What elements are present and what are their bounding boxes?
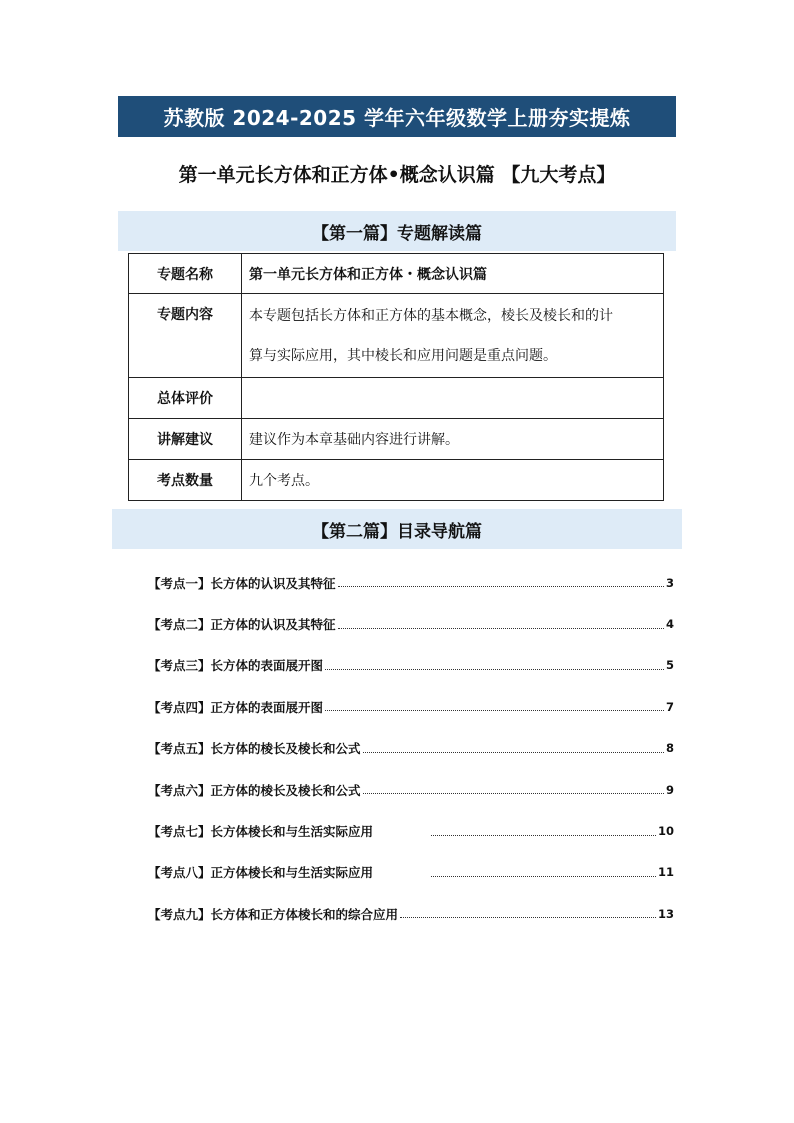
toc-entry-label: 【考点六】正方体的棱长及棱长和公式 bbox=[148, 782, 361, 798]
section-header-interpretation: 【第一篇】专题解读篇 bbox=[118, 211, 676, 251]
toc-entry-label: 【考点七】长方体棱长和与生活实际应用 bbox=[148, 824, 374, 840]
topic-info-table bbox=[128, 253, 664, 501]
toc-entry[interactable] bbox=[148, 645, 674, 686]
row-value: 第一单元长方体和正方体・概念认识篇 bbox=[242, 254, 664, 294]
toc-page-number: 5 bbox=[665, 658, 674, 673]
toc-leader-dots bbox=[431, 835, 656, 836]
toc-entry-label: 【考点一】长方体的认识及其特征 bbox=[148, 575, 336, 591]
toc-entry[interactable] bbox=[148, 728, 674, 769]
toc-leader-dots bbox=[400, 917, 656, 918]
table-row bbox=[129, 254, 664, 294]
row-value: 建议作为本章基础内容进行讲解。 bbox=[242, 419, 664, 460]
table-of-contents bbox=[148, 562, 674, 935]
row-value: 九个考点。 bbox=[242, 460, 664, 501]
row-value bbox=[242, 378, 664, 419]
toc-entry[interactable] bbox=[148, 810, 674, 851]
toc-page-number: 3 bbox=[665, 575, 674, 590]
toc-leader-dots bbox=[325, 710, 664, 711]
main-title: 第一单元长方体和正方体•概念认识篇 【九大考点】 bbox=[178, 164, 616, 186]
toc-entry[interactable] bbox=[148, 603, 674, 644]
table-row bbox=[129, 378, 664, 419]
toc-entry-label: 【考点五】长方体的棱长及棱长和公式 bbox=[148, 741, 361, 757]
toc-page-number: 4 bbox=[665, 617, 674, 632]
toc-page-number: 9 bbox=[665, 782, 674, 797]
toc-leader-dots bbox=[363, 793, 664, 794]
toc-entry[interactable] bbox=[148, 686, 674, 727]
toc-page-number: 11 bbox=[657, 865, 674, 880]
toc-entry-label: 【考点三】长方体的表面展开图 bbox=[148, 658, 324, 674]
toc-entry-label: 【考点四】正方体的表面展开图 bbox=[148, 699, 324, 715]
row-key: 专题内容 bbox=[129, 294, 242, 378]
row-key: 考点数量 bbox=[129, 460, 242, 501]
toc-page-number: 8 bbox=[665, 741, 674, 756]
table-row bbox=[129, 460, 664, 501]
content-line: 算与实际应用，其中棱长和应用问题是重点问题。 bbox=[249, 347, 557, 364]
toc-page-number: 13 bbox=[657, 906, 674, 921]
table-row bbox=[129, 419, 664, 460]
row-key: 讲解建议 bbox=[129, 419, 242, 460]
document-banner: 苏教版 2024-2025 学年六年级数学上册夯实提炼 bbox=[118, 96, 676, 137]
toc-leader-dots bbox=[338, 628, 664, 629]
toc-entry-label: 【考点八】正方体棱长和与生活实际应用 bbox=[148, 865, 374, 881]
toc-entry[interactable] bbox=[148, 562, 674, 603]
section-header-toc: 【第二篇】目录导航篇 bbox=[112, 509, 682, 549]
toc-page-number: 7 bbox=[665, 699, 674, 714]
toc-leader-dots bbox=[431, 876, 656, 877]
toc-leader-dots bbox=[325, 669, 664, 670]
toc-entry[interactable] bbox=[148, 893, 674, 934]
toc-entry-label: 【考点二】正方体的认识及其特征 bbox=[148, 617, 336, 633]
row-key: 总体评价 bbox=[129, 378, 242, 419]
toc-leader-dots bbox=[338, 586, 664, 587]
toc-entry[interactable] bbox=[148, 852, 674, 893]
toc-leader-dots bbox=[363, 752, 664, 753]
row-value bbox=[242, 294, 664, 378]
toc-page-number: 10 bbox=[657, 824, 674, 839]
toc-entry-label: 【考点九】长方体和正方体棱长和的综合应用 bbox=[148, 906, 399, 922]
row-key: 专题名称 bbox=[129, 254, 242, 294]
content-line: 本专题包括长方体和正方体的基本概念，棱长及棱长和的计 bbox=[249, 307, 613, 324]
toc-entry[interactable] bbox=[148, 769, 674, 810]
table-row bbox=[129, 294, 664, 378]
